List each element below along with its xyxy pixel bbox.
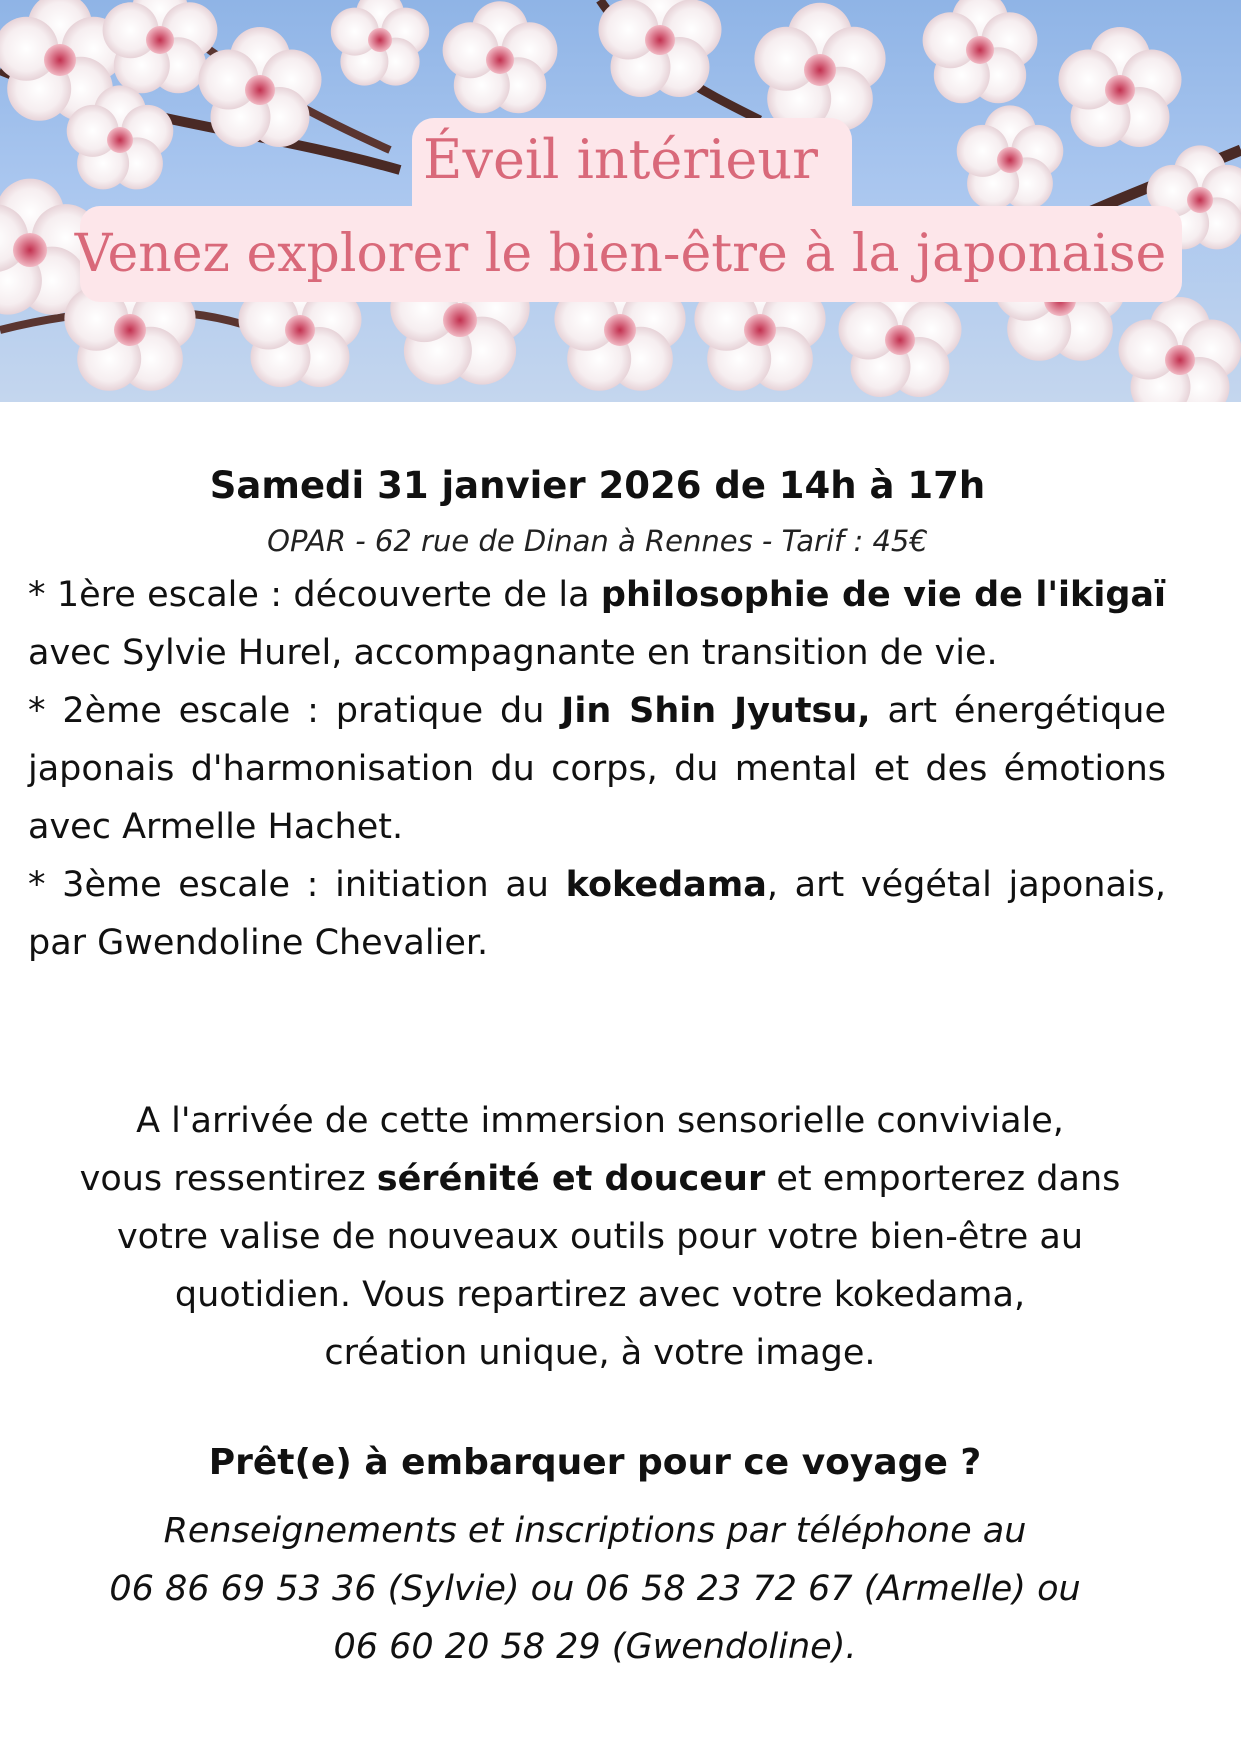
phone-numbers: 06 86 69 53 36 (Sylvie) ou 06 58 23 72 67 (Armelle) ou bbox=[109, 1569, 1081, 1609]
event-venue: OPAR - 62 rue de Dinan à Rennes - Tarif : 45€ bbox=[267, 524, 928, 558]
event-date: Samedi 31 janvier 2026 de 14h à 17h bbox=[209, 464, 986, 507]
page-subtitle: Venez explorer le bien-être à la japonaise bbox=[74, 224, 1167, 284]
step-2: * 2ème escale : pratique du Jin Shin Jyutsu, art énergétique japonais d'harmonisation du corps, du mental et des émotions avec Armelle Hachet. bbox=[28, 691, 1166, 847]
program-steps bbox=[28, 566, 1166, 972]
page-title: Éveil intérieur bbox=[423, 128, 818, 191]
contact-info: Renseignements et inscriptions par téléphone au 06 86 69 53 36 (Sylvie) ou 06 58 23 72 67 (Armelle) ou 06 60 20 58 29 (Gwendoline). bbox=[0, 1502, 1190, 1676]
hero-banner bbox=[0, 0, 1241, 402]
description-paragraph: A l'arrivée de cette immersion sensorielle conviviale, vous ressentirez sérénité et douceur et emporterez dans votre valise de nouveaux outils pour votre bien-être au quotidien. Vous repartirez avec votre kokedama, création unique, à votre image. bbox=[79, 1101, 1121, 1373]
step-1: * 1ère escale : découverte de la philosophie de vie de l'ikigaï avec Sylvie Hurel, accompagnante en transition de vie. bbox=[28, 575, 1166, 673]
step-3-highlight: kokedama bbox=[565, 865, 767, 905]
step-3: * 3ème escale : initiation au kokedama, art végétal japonais, par Gwendoline Chevalier. bbox=[28, 865, 1166, 963]
description-highlight: sérénité et douceur bbox=[376, 1159, 766, 1199]
step-2-highlight: Jin Shin Jyutsu, bbox=[561, 691, 871, 731]
step-1-highlight: philosophie de vie de l'ikigaï bbox=[600, 575, 1166, 615]
cta-question: Prêt(e) à embarquer pour ce voyage ? bbox=[208, 1442, 982, 1483]
